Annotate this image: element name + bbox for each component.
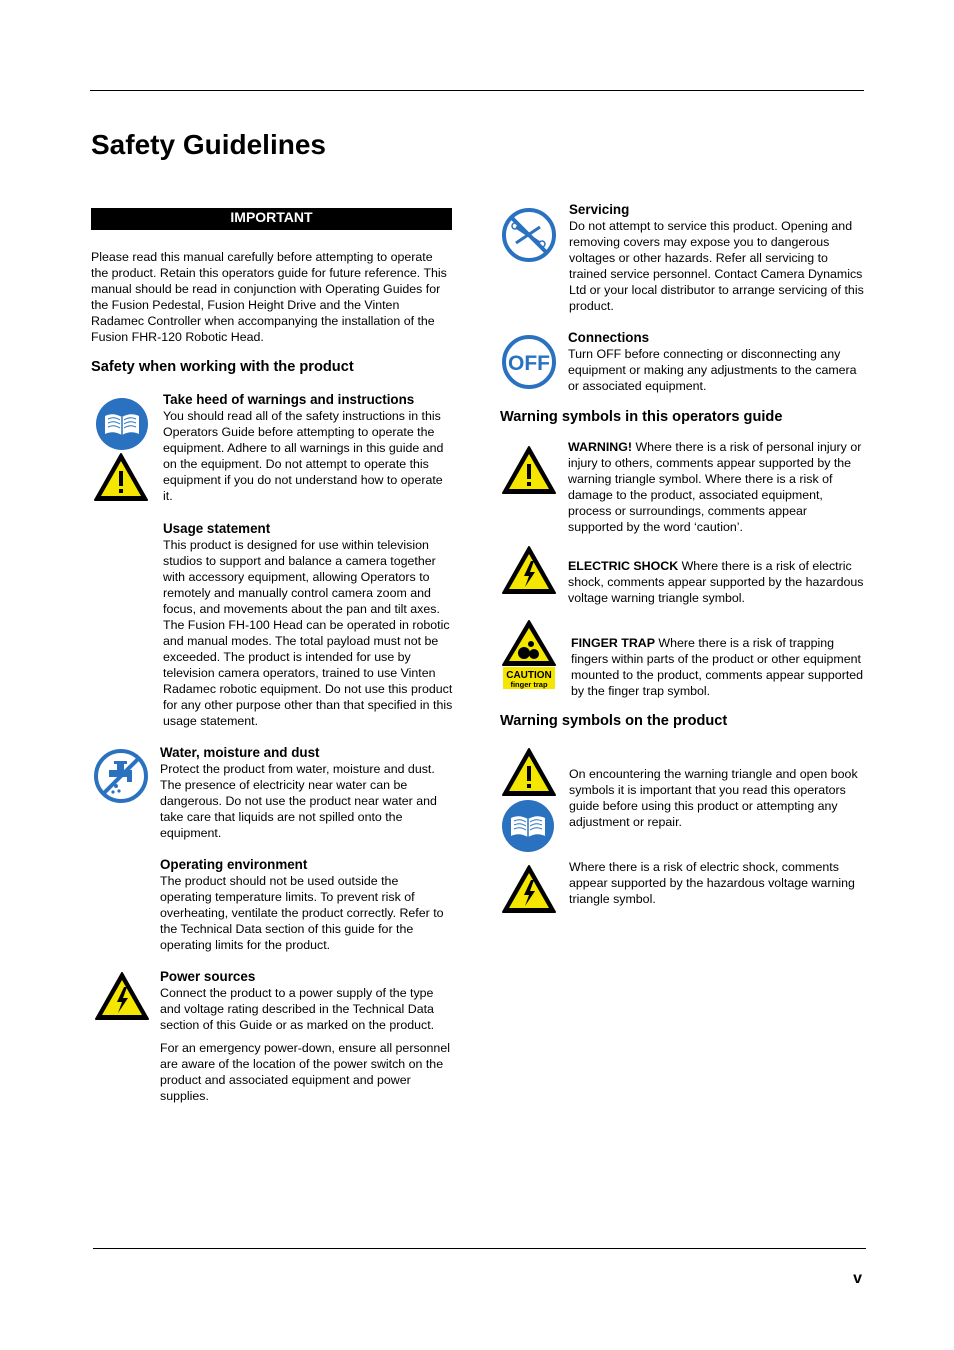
- electric-shock-paragraph: [568, 558, 864, 606]
- electric-shock-icon: [94, 971, 150, 1021]
- take-heed-text: You should read all of the safety instructions in this Operators Guide before attempting to operate the equipment. Adhere to all warnings in this guide and on the equipment. Do not attempt to operate this equipment if you do not understand how to operate it.: [163, 409, 444, 503]
- power-text-2: For an emergency power-down, ensure all personnel are aware of the location of the power switch on the product and associated equipment and power supplies.: [160, 1041, 450, 1103]
- page-title: Safety Guidelines: [91, 129, 326, 160]
- read-manual-book-icon: [95, 397, 149, 451]
- item-product-shock: [569, 859, 864, 907]
- item-product-read: [569, 766, 864, 830]
- read-manual-book-icon: [501, 799, 555, 853]
- electric-shock-icon: [501, 864, 557, 914]
- power-heading: Power sources: [160, 969, 256, 984]
- operating-environment-heading: Operating environment: [160, 857, 308, 872]
- servicing-text: Do not attempt to service this product. Opening and removing covers may expose you to dangerous voltages or other hazards. Refer all servicing to trained service personnel. Contact Camera Dynamics Ltd or your local distributor to arrange servicing of this product.: [569, 219, 864, 313]
- warning-triangle-icon: [93, 452, 149, 502]
- item-usage-statement: [163, 520, 453, 729]
- usage-statement-heading: Usage statement: [163, 521, 271, 536]
- finger-trap-text: Where there is a risk of trapping fingers within parts of the product or other equipment mounted to the product, comments appear supported by the finger trap symbol.: [571, 636, 864, 698]
- connections-text: Turn OFF before connecting or disconnecting any equipment or making any adjustments to the camera or associated equipment.: [568, 347, 857, 393]
- item-servicing: [569, 201, 864, 314]
- usage-statement-text: This product is designed for use within television studios to support and balance a camera together with accessory equipment, allowing Operators to remotely and manually control camera zoom and focus, and movements about the pan and tilt axes. The Fusion FH-100 Head can be operated in robotic and manual modes. The total payload must not be exceeded. The product is intended for use by television camera operators, trained to use Vinten Radamec robotic equipment. Do not use this product for any other purpose other than that specified in this usage statement.: [163, 538, 453, 728]
- top-rule: [90, 90, 864, 91]
- connections-heading: Connections: [568, 330, 650, 345]
- no-tools-icon: [501, 207, 557, 263]
- important-banner: IMPORTANT: [91, 208, 452, 230]
- electric-shock-text: Where there is a risk of electric shock, comments appear supported by the hazardous voltage warning triangle symbol.: [568, 559, 864, 605]
- power-off-icon: [501, 334, 557, 390]
- water-text: Protect the product from water, moisture and dust. The presence of electricity near water can be dangerous. Do not use the product near water and take care that liquids are not spilled onto the equipment.: [160, 762, 437, 840]
- finger-trap-lead: FINGER TRAP: [571, 636, 655, 650]
- item-connections: [568, 329, 864, 394]
- warning-lead: WARNING!: [568, 440, 633, 454]
- product-shock-text: Where there is a risk of electric shock, comments appear supported by the hazardous voltage warning triangle symbol.: [569, 860, 855, 906]
- product-read-text: On encountering the warning triangle and open book symbols it is important that you read this operators guide before using this product or attempting any adjustment or repair.: [569, 767, 858, 829]
- warning-text: Where there is a risk of personal injury or injury to others, comments appear supported by the warning triangle symbol. Where there is a risk of damage to the product, associated equipment, process or surroundings, comments appear supported by the word ‘caution’.: [568, 440, 862, 534]
- off-label: OFF: [508, 352, 550, 375]
- page-number: v: [853, 1270, 862, 1287]
- electric-shock-lead: ELECTRIC SHOCK: [568, 559, 679, 573]
- operating-environment-text: The product should not be used outside the operating temperature limits. To prevent risk of overheating, ventilate the product correctly. Refer to the Technical Data section of this guide for the operating limits for the product.: [160, 874, 444, 952]
- important-text: [91, 249, 453, 345]
- item-water: [160, 744, 453, 841]
- section-working-heading: Safety when working with the product: [91, 359, 354, 375]
- item-take-heed: [163, 391, 453, 504]
- take-heed-heading: Take heed of warnings and instructions: [163, 392, 415, 407]
- warning-paragraph: [568, 439, 864, 535]
- warning-triangle-icon: [501, 445, 557, 495]
- finger-trap-paragraph: [571, 635, 864, 699]
- item-warning: [568, 439, 864, 535]
- section-product-heading: Warning symbols on the product: [500, 713, 728, 729]
- water-heading: Water, moisture and dust: [160, 745, 320, 760]
- no-water-icon: [93, 748, 149, 804]
- warning-triangle-icon: [501, 747, 557, 797]
- item-electric-shock: [568, 558, 864, 606]
- item-operating-environment: [160, 856, 453, 953]
- item-power: [160, 968, 453, 1104]
- servicing-heading: Servicing: [569, 202, 630, 217]
- finger-trap-label: finger trap: [510, 680, 548, 689]
- bottom-rule: [93, 1248, 866, 1249]
- section-guide-heading: Warning symbols in this operators guide: [500, 409, 783, 425]
- caution-label: CAUTION: [506, 670, 552, 681]
- item-finger-trap: [571, 635, 864, 699]
- important-paragraph: Please read this manual carefully before attempting to operate the product. Retain this operators guide for future reference. This manual should be read in conjunction with Operating Guides for the Fusion Pedestal, Fusion Height Drive and the Vinten Radamec Controller when accompanying the installation of the Fusion FHR-120 Robotic Head.: [91, 250, 447, 344]
- power-text: Connect the product to a power supply of the type and voltage rating described in the Technical Data section of this Guide or as marked on the product.: [160, 986, 435, 1032]
- finger-trap-caution-icon: [501, 619, 557, 691]
- electric-shock-icon: [501, 545, 557, 595]
